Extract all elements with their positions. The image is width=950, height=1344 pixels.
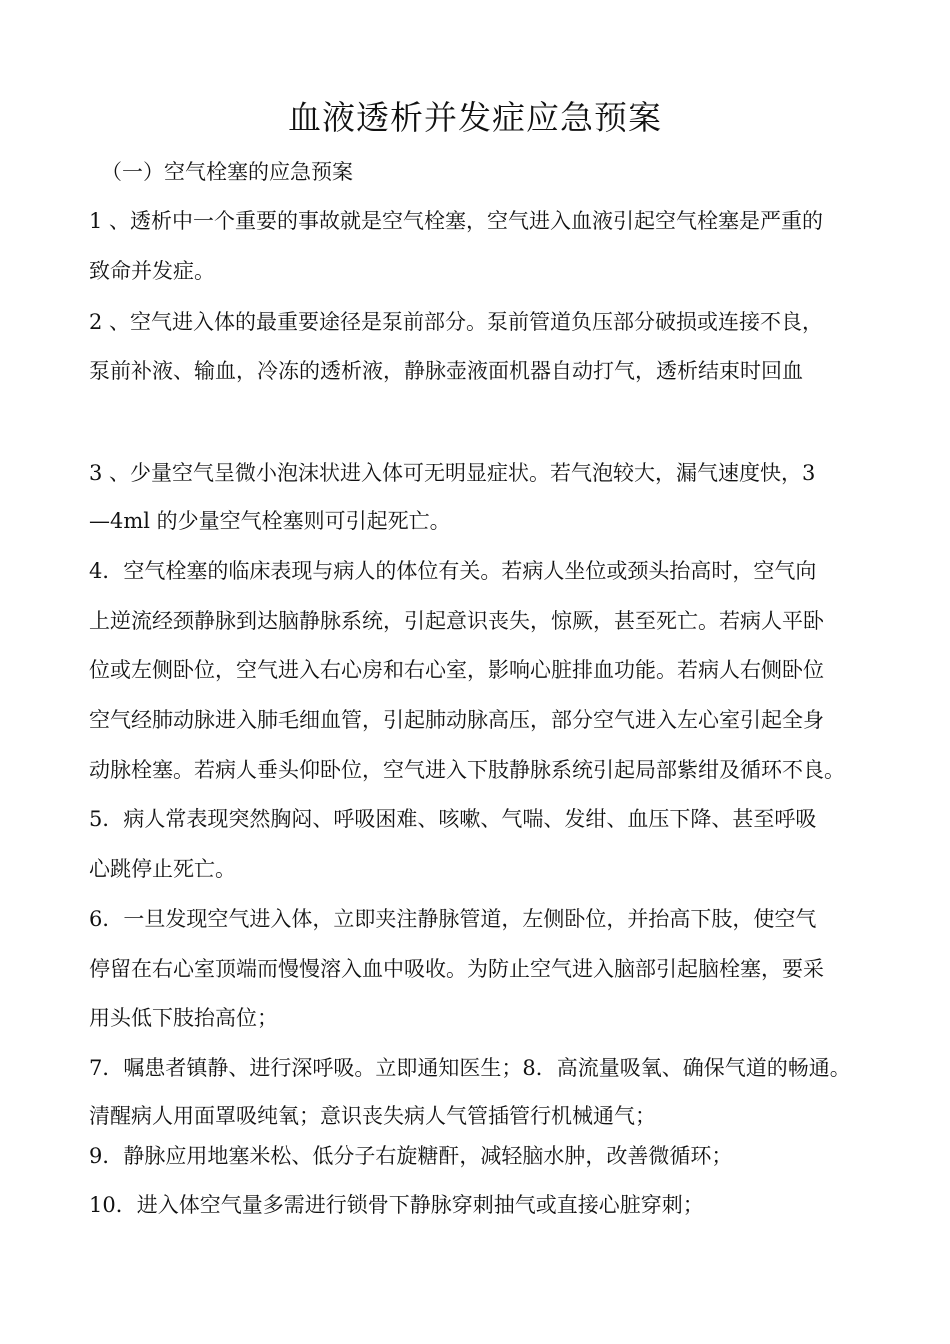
paragraph-line: 空气经肺动脉进入肺毛细血管，引起肺动脉高压，部分空气进入左心室引起全身 — [89, 708, 824, 732]
paragraph-line: 9．静脉应用地塞米松、低分子右旋糖酐，减轻脑水肿，改善微循环； — [89, 1144, 733, 1168]
paragraph-line: 位或左侧卧位，空气进入右心房和右心室，影响心脏排血功能。若病人右侧卧位 — [89, 658, 824, 682]
paragraph-line: 上逆流经颈静脉到达脑静脉系统，引起意识丧失，惊厥，甚至死亡。若病人平卧 — [89, 609, 824, 633]
document-title: 血液透析并发症应急预案 — [288, 98, 662, 137]
paragraph-line: 泵前补液、输血，冷冻的透析液，静脉壶液面机器自动打气，透析结束时回血 — [89, 359, 803, 383]
paragraph-line: 致命并发症。 — [89, 259, 215, 283]
paragraph-line: 2 、空气进入体的最重要途径是泵前部分。泵前管道负压部分破损或连接不良， — [89, 310, 824, 334]
paragraph-line: 7．嘱患者镇静、进行深呼吸。立即通知医生；8．高流量吸氧、确保气道的畅通。 — [89, 1056, 851, 1080]
section-heading: （一）空气栓塞的应急预案 — [101, 160, 353, 184]
paragraph-line: —4ml 的少量空气栓塞则可引起死亡。 — [89, 509, 451, 533]
paragraph-line: 心跳停止死亡。 — [89, 857, 236, 881]
paragraph-line: 动脉栓塞。若病人垂头仰卧位，空气进入下肢静脉系统引起局部紫绀及循环不良。 — [89, 758, 845, 782]
paragraph-line: 5．病人常表现突然胸闷、呼吸困难、咳嗽、气喘、发绀、血压下降、甚至呼吸 — [89, 807, 817, 831]
paragraph-line: 10．进入体空气量多需进行锁骨下静脉穿刺抽气或直接心脏穿刺； — [89, 1193, 704, 1217]
paragraph-line: 清醒病人用面罩吸纯氧；意识丧失病人气管插管行机械通气； — [89, 1104, 656, 1128]
paragraph-line: 用头低下肢抬高位； — [89, 1006, 278, 1030]
paragraph-line: 4．空气栓塞的临床表现与病人的体位有关。若病人坐位或颈头抬高时，空气向 — [89, 559, 817, 583]
paragraph-line: 6．一旦发现空气进入体，立即夹注静脉管道，左侧卧位，并抬高下肢，使空气 — [89, 907, 817, 931]
paragraph-line: 停留在右心室顶端而慢慢溶入血中吸收。为防止空气进入脑部引起脑栓塞，要采 — [89, 957, 824, 981]
paragraph-line: 1 、透析中一个重要的事故就是空气栓塞，空气进入血液引起空气栓塞是严重的 — [89, 209, 824, 233]
paragraph-line: 3 、少量空气呈微小泡沫状进入体可无明显症状。若气泡较大，漏气速度快，3 — [89, 461, 816, 485]
